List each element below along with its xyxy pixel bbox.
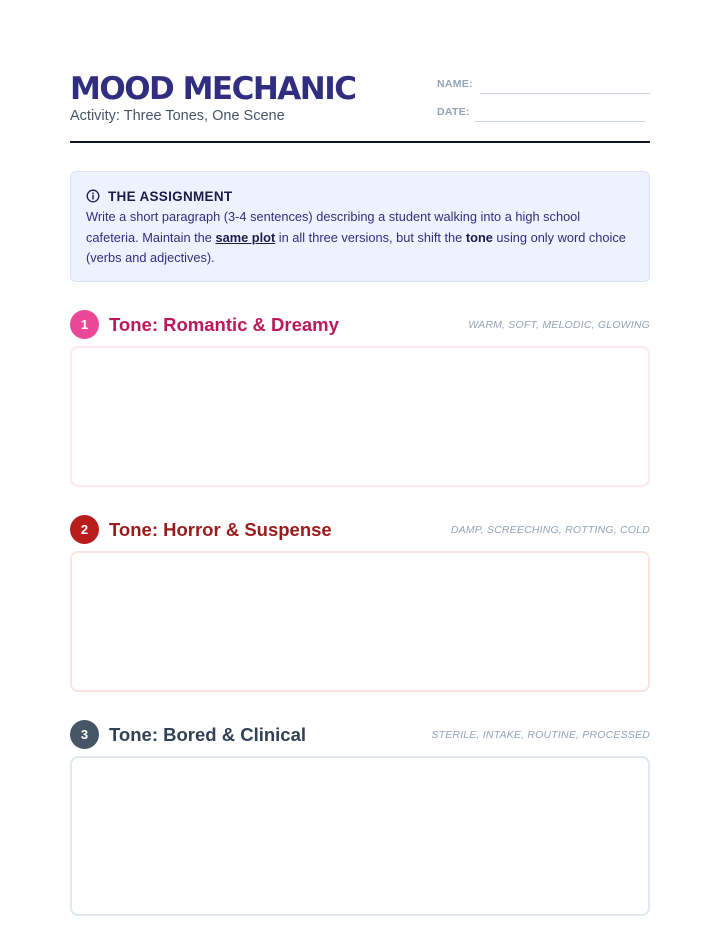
section-title: Tone: Romantic & Dreamy bbox=[109, 314, 339, 335]
section-title: Tone: Bored & Clinical bbox=[109, 724, 307, 745]
section-number-badge: 3 bbox=[70, 720, 99, 749]
date-line[interactable] bbox=[475, 121, 645, 122]
section-word-hints: DAMP, SCREECHING, ROTTING, COLD bbox=[450, 524, 650, 536]
section-title: Tone: Horror & Suspense bbox=[109, 519, 332, 540]
header-divider bbox=[70, 141, 650, 143]
section-word-hints: WARM, SOFT, MELODIC, GLOWING bbox=[468, 319, 650, 331]
date-field[interactable] bbox=[437, 103, 650, 123]
section-header bbox=[70, 310, 650, 340]
name-field[interactable] bbox=[437, 75, 650, 95]
assignment-text bbox=[86, 207, 631, 269]
worksheet-subtitle: Activity: Three Tones, One Scene bbox=[70, 108, 285, 124]
writing-box-clinical[interactable] bbox=[70, 756, 650, 916]
worksheet-title: MOOD MECHANIC bbox=[70, 71, 356, 107]
assignment-text-part: using only word choice (verbs and adjectives). bbox=[86, 229, 626, 265]
assignment-panel bbox=[70, 171, 650, 282]
assignment-text-part: Write a short paragraph (3-4 sentences) describing a student walking into a high school cafeteria. Maintain the bbox=[86, 209, 581, 245]
section-word-hints: STERILE, INTAKE, ROUTINE, PROCESSED bbox=[431, 729, 650, 741]
section-header bbox=[70, 720, 650, 750]
assignment-title: THE ASSIGNMENT bbox=[108, 188, 233, 204]
writing-box-horror[interactable] bbox=[70, 551, 650, 692]
section-number-badge: 2 bbox=[70, 515, 99, 544]
info-circle-icon bbox=[86, 189, 100, 203]
section-header bbox=[70, 515, 650, 545]
keyword-same-plot: same plot bbox=[215, 229, 276, 245]
worksheet-header bbox=[70, 70, 650, 142]
name-label: NAME: bbox=[437, 78, 473, 90]
assignment-heading bbox=[86, 187, 232, 205]
date-label: DATE: bbox=[437, 106, 470, 118]
writing-box-romantic[interactable] bbox=[70, 346, 650, 487]
keyword-tone: tone bbox=[465, 229, 493, 245]
section-number-badge: 1 bbox=[70, 310, 99, 339]
name-line[interactable] bbox=[480, 93, 650, 94]
assignment-text-part: in all three versions, but shift the bbox=[275, 229, 466, 245]
